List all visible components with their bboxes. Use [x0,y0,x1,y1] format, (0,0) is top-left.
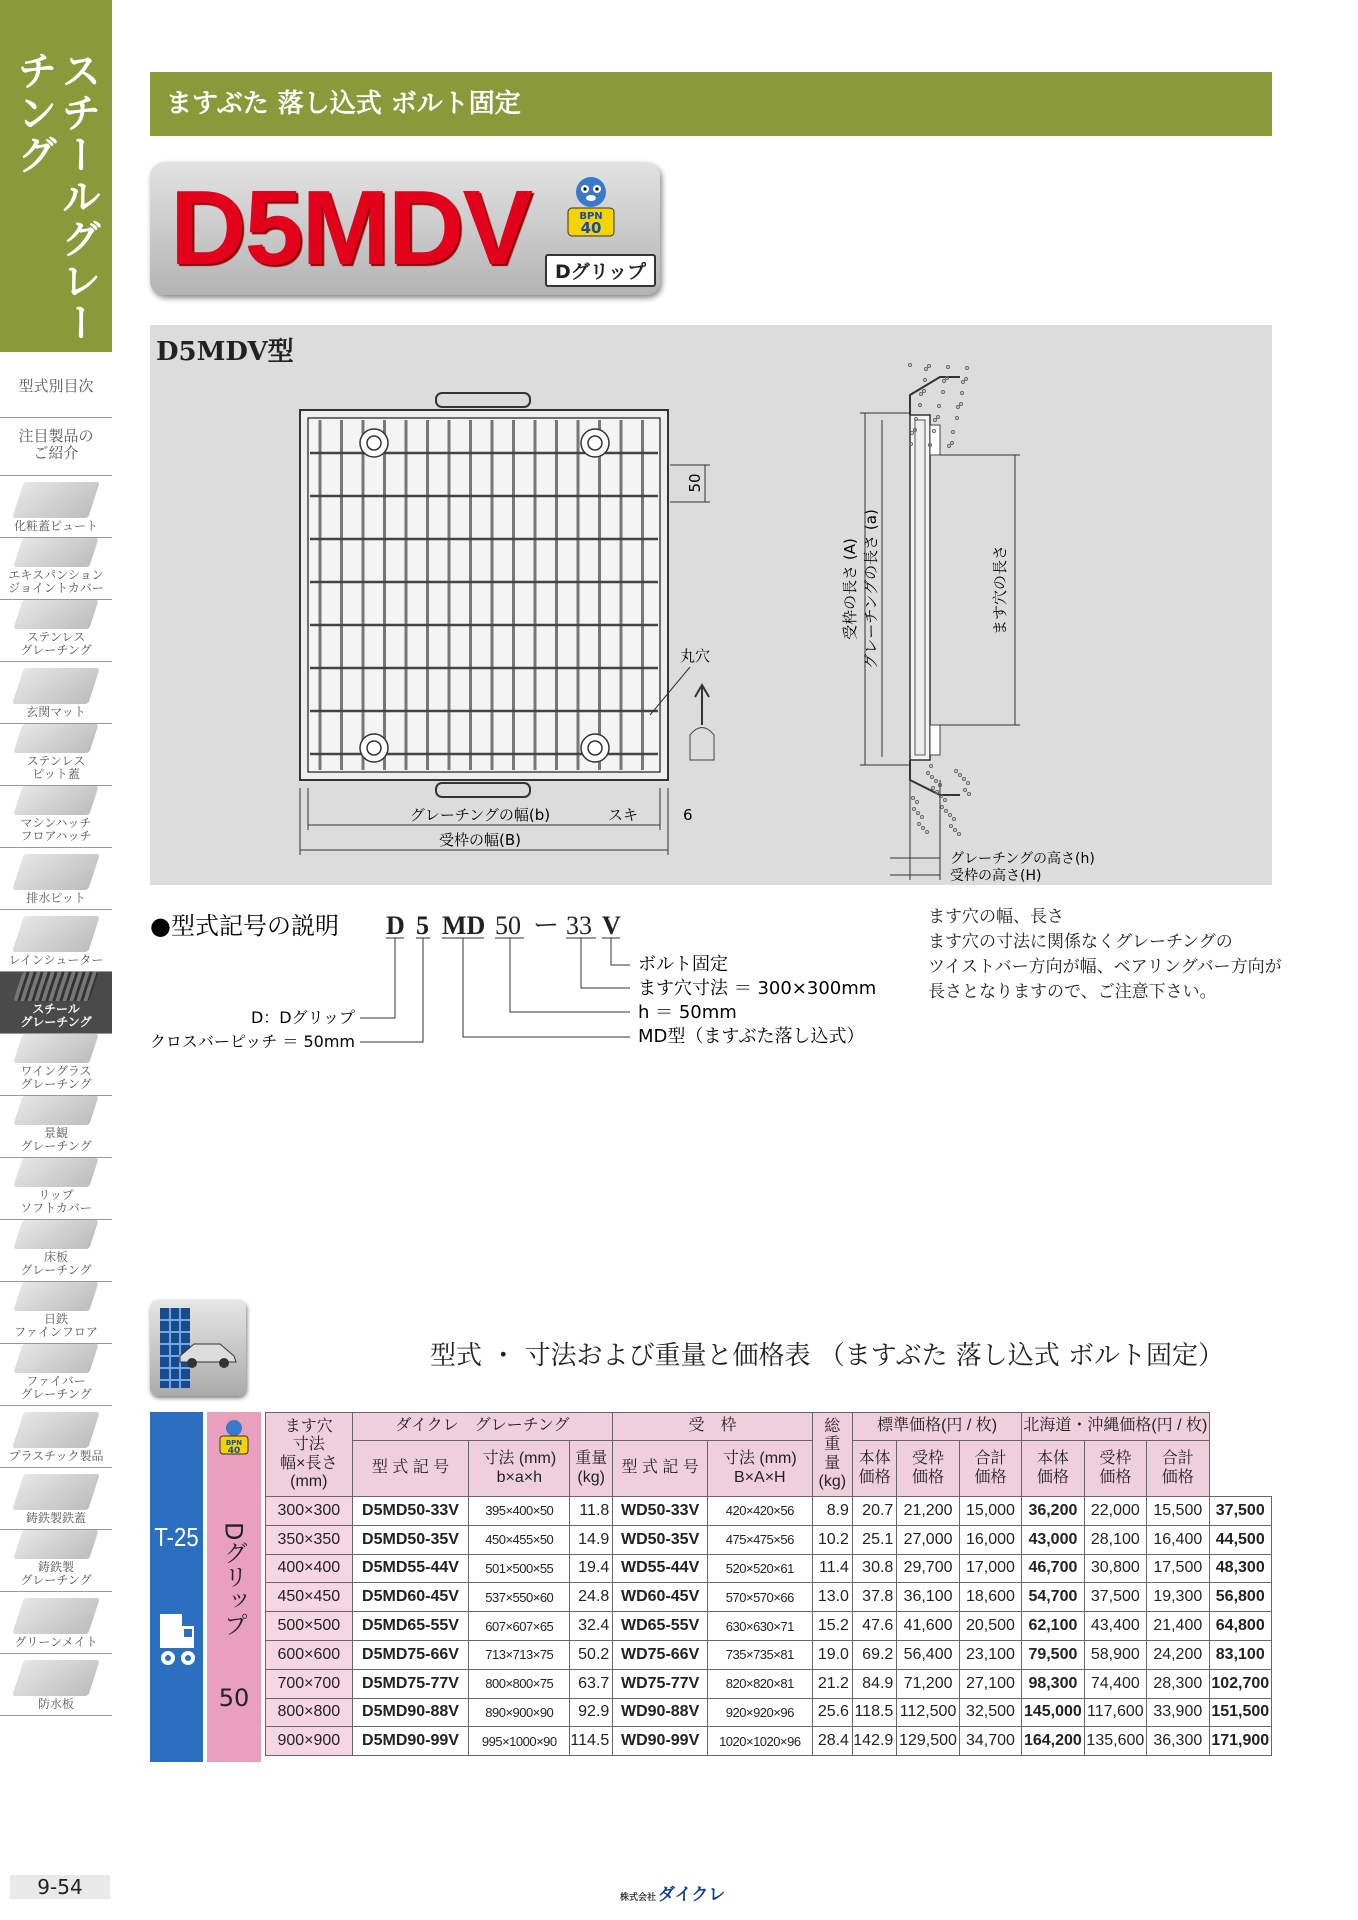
table-cell: 27,100 [959,1669,1021,1698]
table-cell: WD50-35V [613,1525,708,1554]
table-cell: 570×570×66 [707,1583,812,1612]
desc-h: h ＝ 50mm [638,1002,737,1023]
table-cell: 164,200 [1022,1727,1084,1756]
spec-table-body [266,1497,1272,1756]
table-cell: D5MD50-33V [352,1497,469,1526]
table-cell: 28,300 [1147,1669,1209,1698]
pit-length-label: ます穴の長さ [991,544,1009,636]
table-cell: 58,900 [1084,1640,1146,1669]
clearance-label: スキ [608,806,639,824]
company-prefix: 株式会社 [620,1893,657,1903]
table-cell: 16,000 [959,1525,1021,1554]
table-cell: 50.2 [570,1640,613,1669]
product-badge [150,162,660,295]
table-cell: 15,000 [959,1497,1021,1526]
product-thumbnail [13,1034,98,1063]
table-cell: 16,400 [1147,1525,1209,1554]
category-label: スチールグレーチング [11,50,101,344]
desc-d: D：Dグリップ [250,1008,355,1027]
sidebar-item-label: ステンレス グレーチング [20,629,92,657]
table-cell: 135,600 [1084,1727,1146,1756]
bpn-value: 40 [580,219,602,237]
table-cell: 43,000 [1022,1525,1084,1554]
product-thumbnail [12,482,100,518]
note-line: ます穴の幅、長さ [928,907,1064,927]
grip-column [207,1412,261,1762]
sidebar-item-label: グリーンメイト [14,1634,98,1649]
desc-md: MD型（ますぶた落し込式） [638,1026,865,1047]
sidebar-item-label: スチール グレーチング [20,1001,92,1029]
table-cell: WD90-99V [613,1727,708,1756]
table-cell: 350×350 [266,1525,353,1554]
table-cell: 64,800 [1209,1612,1272,1641]
truck-icon [156,1612,198,1670]
table-cell: 520×520×61 [707,1554,812,1583]
sidebar-item-label: エキスパンション ジョイントカバー [8,567,104,595]
product-thumbnail [12,1598,100,1634]
table-cell: 24,200 [1147,1640,1209,1669]
table-cell: 129,500 [897,1727,959,1756]
table-cell: 920×920×96 [707,1698,812,1727]
sidebar-item-label: リップ ソフトカバー [20,1187,92,1215]
table-cell: 20,500 [959,1612,1021,1641]
company-logo [620,1880,725,1905]
sidebar-item-label: 床板 グレーチング [20,1249,92,1277]
header-dim-g: 寸法 (mm) b×a×h [469,1441,570,1497]
sidebar-nav [0,360,112,1716]
product-thumbnail [13,1096,98,1125]
table-cell: D5MD55-44V [352,1554,469,1583]
grating-car-icon [150,1300,246,1396]
table-cell: 32.4 [570,1612,613,1641]
product-thumbnail [13,538,98,567]
table-cell: D5MD65-55V [352,1612,469,1641]
code-part-d: D [386,911,405,940]
header-pit: ます穴 寸法 幅×長さ (mm) [266,1413,353,1497]
spec-table [265,1412,1272,1756]
table-cell: 71,200 [897,1669,959,1698]
type-code-explanation [150,900,910,1060]
sidebar-item-label: 鋳鉄製鉄蓋 [25,1510,86,1525]
sidebar-item-label: プラスチック製品 [8,1448,104,1463]
sidebar-item-label: 注目製品の ご紹介 [18,427,94,462]
frame-width-label: 受枠の幅(B) [439,831,521,849]
sidebar-item-label: 防水板 [37,1696,74,1711]
table-cell: 600×600 [266,1640,353,1669]
category-tab [0,0,112,352]
side-section [909,364,971,836]
sidebar-item[interactable] [0,786,112,848]
table-cell: 13.0 [812,1583,852,1612]
table-cell: 171,900 [1209,1727,1272,1756]
product-thumbnail [13,1282,98,1311]
table-cell: 11.4 [812,1554,852,1583]
table-cell: 83,100 [1209,1640,1272,1669]
product-thumbnail [12,1660,100,1696]
table-cell: 537×550×60 [469,1583,570,1612]
table-cell: 29,700 [897,1554,959,1583]
code-part-dash: ー [533,911,560,940]
sidebar-item[interactable] [0,724,112,786]
table-cell: 501×500×55 [469,1554,570,1583]
table-cell: 1020×1020×96 [707,1727,812,1756]
table-cell: 84.9 [852,1669,896,1698]
table-row [266,1583,1272,1612]
table-cell: 28,100 [1084,1525,1146,1554]
load-class-column [150,1412,203,1762]
note-line: 長さとなりますので、ご注意下さい。 [928,982,1217,1002]
table-cell: 37,500 [1084,1583,1146,1612]
table-cell: 92.9 [570,1698,613,1727]
pitch-label: 50 [686,473,704,493]
table-cell: 15,500 [1147,1497,1209,1526]
table-cell: 145,000 [1022,1698,1084,1727]
load-class: T-25 [154,1522,199,1552]
table-cell: D5MD50-35V [352,1525,469,1554]
sidebar-item-label: 化粧蓋ピュート [13,518,98,533]
table-cell: 36,200 [1022,1497,1084,1526]
type-code-heading: ●型式記号の説明 [150,912,339,940]
product-thumbnail [13,724,98,753]
table-cell: 112,500 [897,1698,959,1727]
code-part-v: V [602,911,621,940]
bpn-label: BPN [579,211,603,222]
table-cell: 56,400 [897,1640,959,1669]
table-row [266,1640,1272,1669]
grating-width-label: グレーチングの幅(b) [409,806,551,824]
product-thumbnail [12,1474,100,1510]
table-cell: 10.2 [812,1525,852,1554]
drawing-svg [150,325,1272,885]
desc-bolt: ボルト固定 [638,954,728,975]
table-cell: 500×500 [266,1612,353,1641]
table-cell: 17,000 [959,1554,1021,1583]
table-cell: 69.2 [852,1640,896,1669]
table-cell: 21,400 [1147,1612,1209,1641]
product-thumbnail [13,1344,98,1373]
table-cell: WD65-55V [613,1612,708,1641]
table-cell: D5MD60-45V [352,1583,469,1612]
product-thumbnail [13,1158,98,1187]
table-cell: 56,800 [1209,1583,1272,1612]
sidebar-item-label: 排水ピット [26,890,86,905]
sidebar-item[interactable] [0,972,112,1034]
header-frame-group: 受 枠 [613,1413,812,1441]
bpn-mascot-icon [560,174,622,240]
header-std-price: 標準価格(円 / 枚) [852,1413,1021,1441]
header-weight-g: 重量 (kg) [570,1441,613,1497]
table-cell: 30,800 [1084,1554,1146,1583]
sidebar-item[interactable] [0,910,112,972]
table-cell: 151,500 [1209,1698,1272,1727]
sidebar-item-label: 型式別目次 [18,377,94,396]
header-dim-f: 寸法 (mm) B×A×H [707,1441,812,1497]
table-cell: 800×800 [266,1698,353,1727]
code-part-h: 50 [495,911,521,940]
table-cell: 607×607×65 [469,1612,570,1641]
sidebar-item-label: 鋳鉄製 グレーチング [20,1559,92,1587]
table-cell: 114.5 [570,1727,613,1756]
code-part-size: 33 [566,911,592,940]
table-cell: 118.5 [852,1698,896,1727]
table-cell: 713×713×75 [469,1640,570,1669]
table-cell: 900×900 [266,1727,353,1756]
sidebar-item[interactable] [0,1654,112,1716]
header-hk-frame-price: 受枠 価格 [1084,1441,1146,1497]
table-cell: 117,600 [1084,1698,1146,1727]
drawing-title: D5MDV型 [156,337,294,367]
table-row [266,1497,1272,1526]
table-row [266,1727,1272,1756]
header-body-price: 本体 価格 [852,1441,896,1497]
frame-height-label: 受枠の高さ(H) [950,868,1042,884]
desc-pitch: クロスバーピッチ ＝ 50mm [150,1032,355,1051]
table-cell: 890×900×90 [469,1698,570,1727]
table-cell: 800×800×75 [469,1669,570,1698]
table-cell: 300×300 [266,1497,353,1526]
sidebar-item[interactable] [0,1592,112,1654]
model-name: D5MDV [170,169,532,287]
table-cell: D5MD90-88V [352,1698,469,1727]
table-cell: 22,000 [1084,1497,1146,1526]
sidebar-item-label: 玄関マット [26,704,86,719]
table-cell: 33,900 [1147,1698,1209,1727]
product-thumbnail [13,972,98,1001]
table-cell: 23,100 [959,1640,1021,1669]
bpn-badge-icon [217,1418,251,1456]
sidebar-item-label: 日鉄 ファインフロア [14,1311,98,1339]
table-cell: 21.2 [812,1669,852,1698]
table-cell: 48,300 [1209,1554,1272,1583]
code-part-pitch: 5 [416,911,429,940]
table-cell: 27,000 [897,1525,959,1554]
header-model-f: 型 式 記 号 [613,1441,708,1497]
table-cell: 79,500 [1022,1640,1084,1669]
sidebar-item-label: ステンレス ピット蓋 [26,753,86,781]
grip-label: Dグリップ [545,254,656,287]
table-cell: 820×820×81 [707,1669,812,1698]
sidebar-item[interactable] [0,1282,112,1344]
table-cell: WD75-77V [613,1669,708,1698]
table-cell: 8.9 [812,1497,852,1526]
table-cell: WD75-66V [613,1640,708,1669]
table-cell: 630×630×71 [707,1612,812,1641]
sidebar-item-label: ファイバー グレーチング [20,1373,92,1401]
table-cell: D5MD75-77V [352,1669,469,1698]
sidebar-item[interactable] [0,418,112,476]
table-cell: D5MD75-66V [352,1640,469,1669]
sidebar-item-label: レインシューター [8,952,104,967]
header-hk-body-price: 本体 価格 [1022,1441,1084,1497]
table-cell: WD55-44V [613,1554,708,1583]
table-cell: 14.9 [570,1525,613,1554]
table-cell: 17,500 [1147,1554,1209,1583]
product-thumbnail [12,916,100,952]
table-cell: 47.6 [852,1612,896,1641]
table-cell: 15.2 [812,1612,852,1641]
table-row [266,1669,1272,1698]
sidebar-item[interactable] [0,1344,112,1406]
product-thumbnail [12,668,100,704]
table-row [266,1525,1272,1554]
page-number: 9-54 [10,1875,110,1899]
header-model: 型 式 記 号 [352,1441,469,1497]
header-total-weight: 総 重 量 (kg) [812,1413,852,1497]
sidebar-item[interactable] [0,662,112,724]
table-cell: 62,100 [1022,1612,1084,1641]
table-cell: 25.1 [852,1525,896,1554]
table-cell: 32,500 [959,1698,1021,1727]
table-cell: 18,600 [959,1583,1021,1612]
table-cell: 735×735×81 [707,1640,812,1669]
table-cell: 19.0 [812,1640,852,1669]
header-frame-price: 受枠 価格 [897,1441,959,1497]
header-total-price: 合計 価格 [959,1441,1021,1497]
table-cell: 450×455×50 [469,1525,570,1554]
product-thumbnail [13,786,98,815]
table-cell: 74,400 [1084,1669,1146,1698]
sidebar-item-label: マシンハッチ フロアハッチ [20,815,92,843]
bpn-small-label: BPN [225,1439,243,1447]
table-cell: 41,600 [897,1612,959,1641]
table-cell: D5MD90-99V [352,1727,469,1756]
table-cell: 63.7 [570,1669,613,1698]
header-hk-total-price: 合計 価格 [1147,1441,1209,1497]
round-hole-label: 丸穴 [680,647,711,665]
table-cell: 102,700 [1209,1669,1272,1698]
desc-size: ます穴寸法 ＝ 300×300mm [638,978,877,999]
table-cell: 450×450 [266,1583,353,1612]
table-cell: 395×400×50 [469,1497,570,1526]
sidebar-item[interactable] [0,360,112,418]
table-row [266,1554,1272,1583]
bpn-small-value: 40 [227,1446,241,1456]
sidebar-item[interactable] [0,1468,112,1530]
sidebar-item[interactable] [0,1096,112,1158]
table-cell: 20.7 [852,1497,896,1526]
table-row [266,1612,1272,1641]
table-cell: 36,100 [897,1583,959,1612]
table-cell: 420×420×56 [707,1497,812,1526]
table-cell: 19,300 [1147,1583,1209,1612]
technical-drawing [150,325,1272,885]
product-thumbnail [13,600,98,629]
sidebar-item[interactable] [0,476,112,538]
table-cell: 34,700 [959,1727,1021,1756]
product-thumbnail [13,1220,98,1249]
table-cell: 98,300 [1022,1669,1084,1698]
table-cell: 24.8 [570,1583,613,1612]
table-cell: 475×475×56 [707,1525,812,1554]
note-line: ツイストバー方向が幅、ベアリングバー方向が [928,957,1282,977]
sidebar-item[interactable] [0,1406,112,1468]
table-cell: 28.4 [812,1727,852,1756]
sidebar-item-label: 景観 グレーチング [20,1125,92,1153]
frame-length-label: 受枠の長さ (A) [841,538,859,640]
header-hk-price: 北海道・沖縄価格(円 / 枚) [1022,1413,1209,1441]
sidebar-item[interactable] [0,1530,112,1592]
sidebar-item[interactable] [0,1220,112,1282]
table-cell: 37,500 [1209,1497,1272,1526]
sidebar-item[interactable] [0,600,112,662]
page-title: ますぶた 落し込式 ボルト固定 [150,72,1272,136]
note-block [928,905,1282,1005]
product-thumbnail [12,854,100,890]
table-cell: 11.8 [570,1497,613,1526]
sidebar-item[interactable] [0,1158,112,1220]
table-cell: 46,700 [1022,1554,1084,1583]
table-cell: 54,700 [1022,1583,1084,1612]
table-cell: WD60-45V [613,1583,708,1612]
table-cell: 142.9 [852,1727,896,1756]
table-cell: WD50-33V [613,1497,708,1526]
table-cell: 19.4 [570,1554,613,1583]
table-cell: 400×400 [266,1554,353,1583]
table-cell: 700×700 [266,1669,353,1698]
note-line: ます穴の寸法に関係なくグレーチングの [928,932,1233,952]
sidebar-item-label: ワイングラス グレーチング [20,1063,92,1091]
sidebar-item[interactable] [0,538,112,600]
sidebar-item[interactable] [0,848,112,910]
table-cell: WD90-88V [613,1698,708,1727]
table-cell: 36,300 [1147,1727,1209,1756]
code-part-md: MD [442,911,486,940]
header-grating-group: ダイクレ グレーチング [352,1413,613,1441]
table-cell: 995×1000×90 [469,1727,570,1756]
table-cell: 30.8 [852,1554,896,1583]
grip-pitch: 50 [218,1684,250,1712]
company-name: ダイクレ [658,1885,726,1905]
product-thumbnail [13,1530,98,1559]
sidebar-item[interactable] [0,1034,112,1096]
table-cell: 25.6 [812,1698,852,1727]
grating-height-label: グレーチングの高さ(h) [950,851,1095,867]
clearance-value: 6 [683,806,693,824]
table-cell: 21,200 [897,1497,959,1526]
table-cell: 44,500 [1209,1525,1272,1554]
table-cell: 43,400 [1084,1612,1146,1641]
table-cell: 37.8 [852,1583,896,1612]
table-row [266,1698,1272,1727]
product-thumbnail [12,1412,100,1448]
grip-label-vertical: Dグリップ [219,1522,248,1637]
grating-length-label: グレーチングの長さ (a) [862,509,880,669]
table-title: 型式 ・ 寸法および重量と価格表 （ますぶた 落し込式 ボルト固定） [430,1341,1225,1371]
